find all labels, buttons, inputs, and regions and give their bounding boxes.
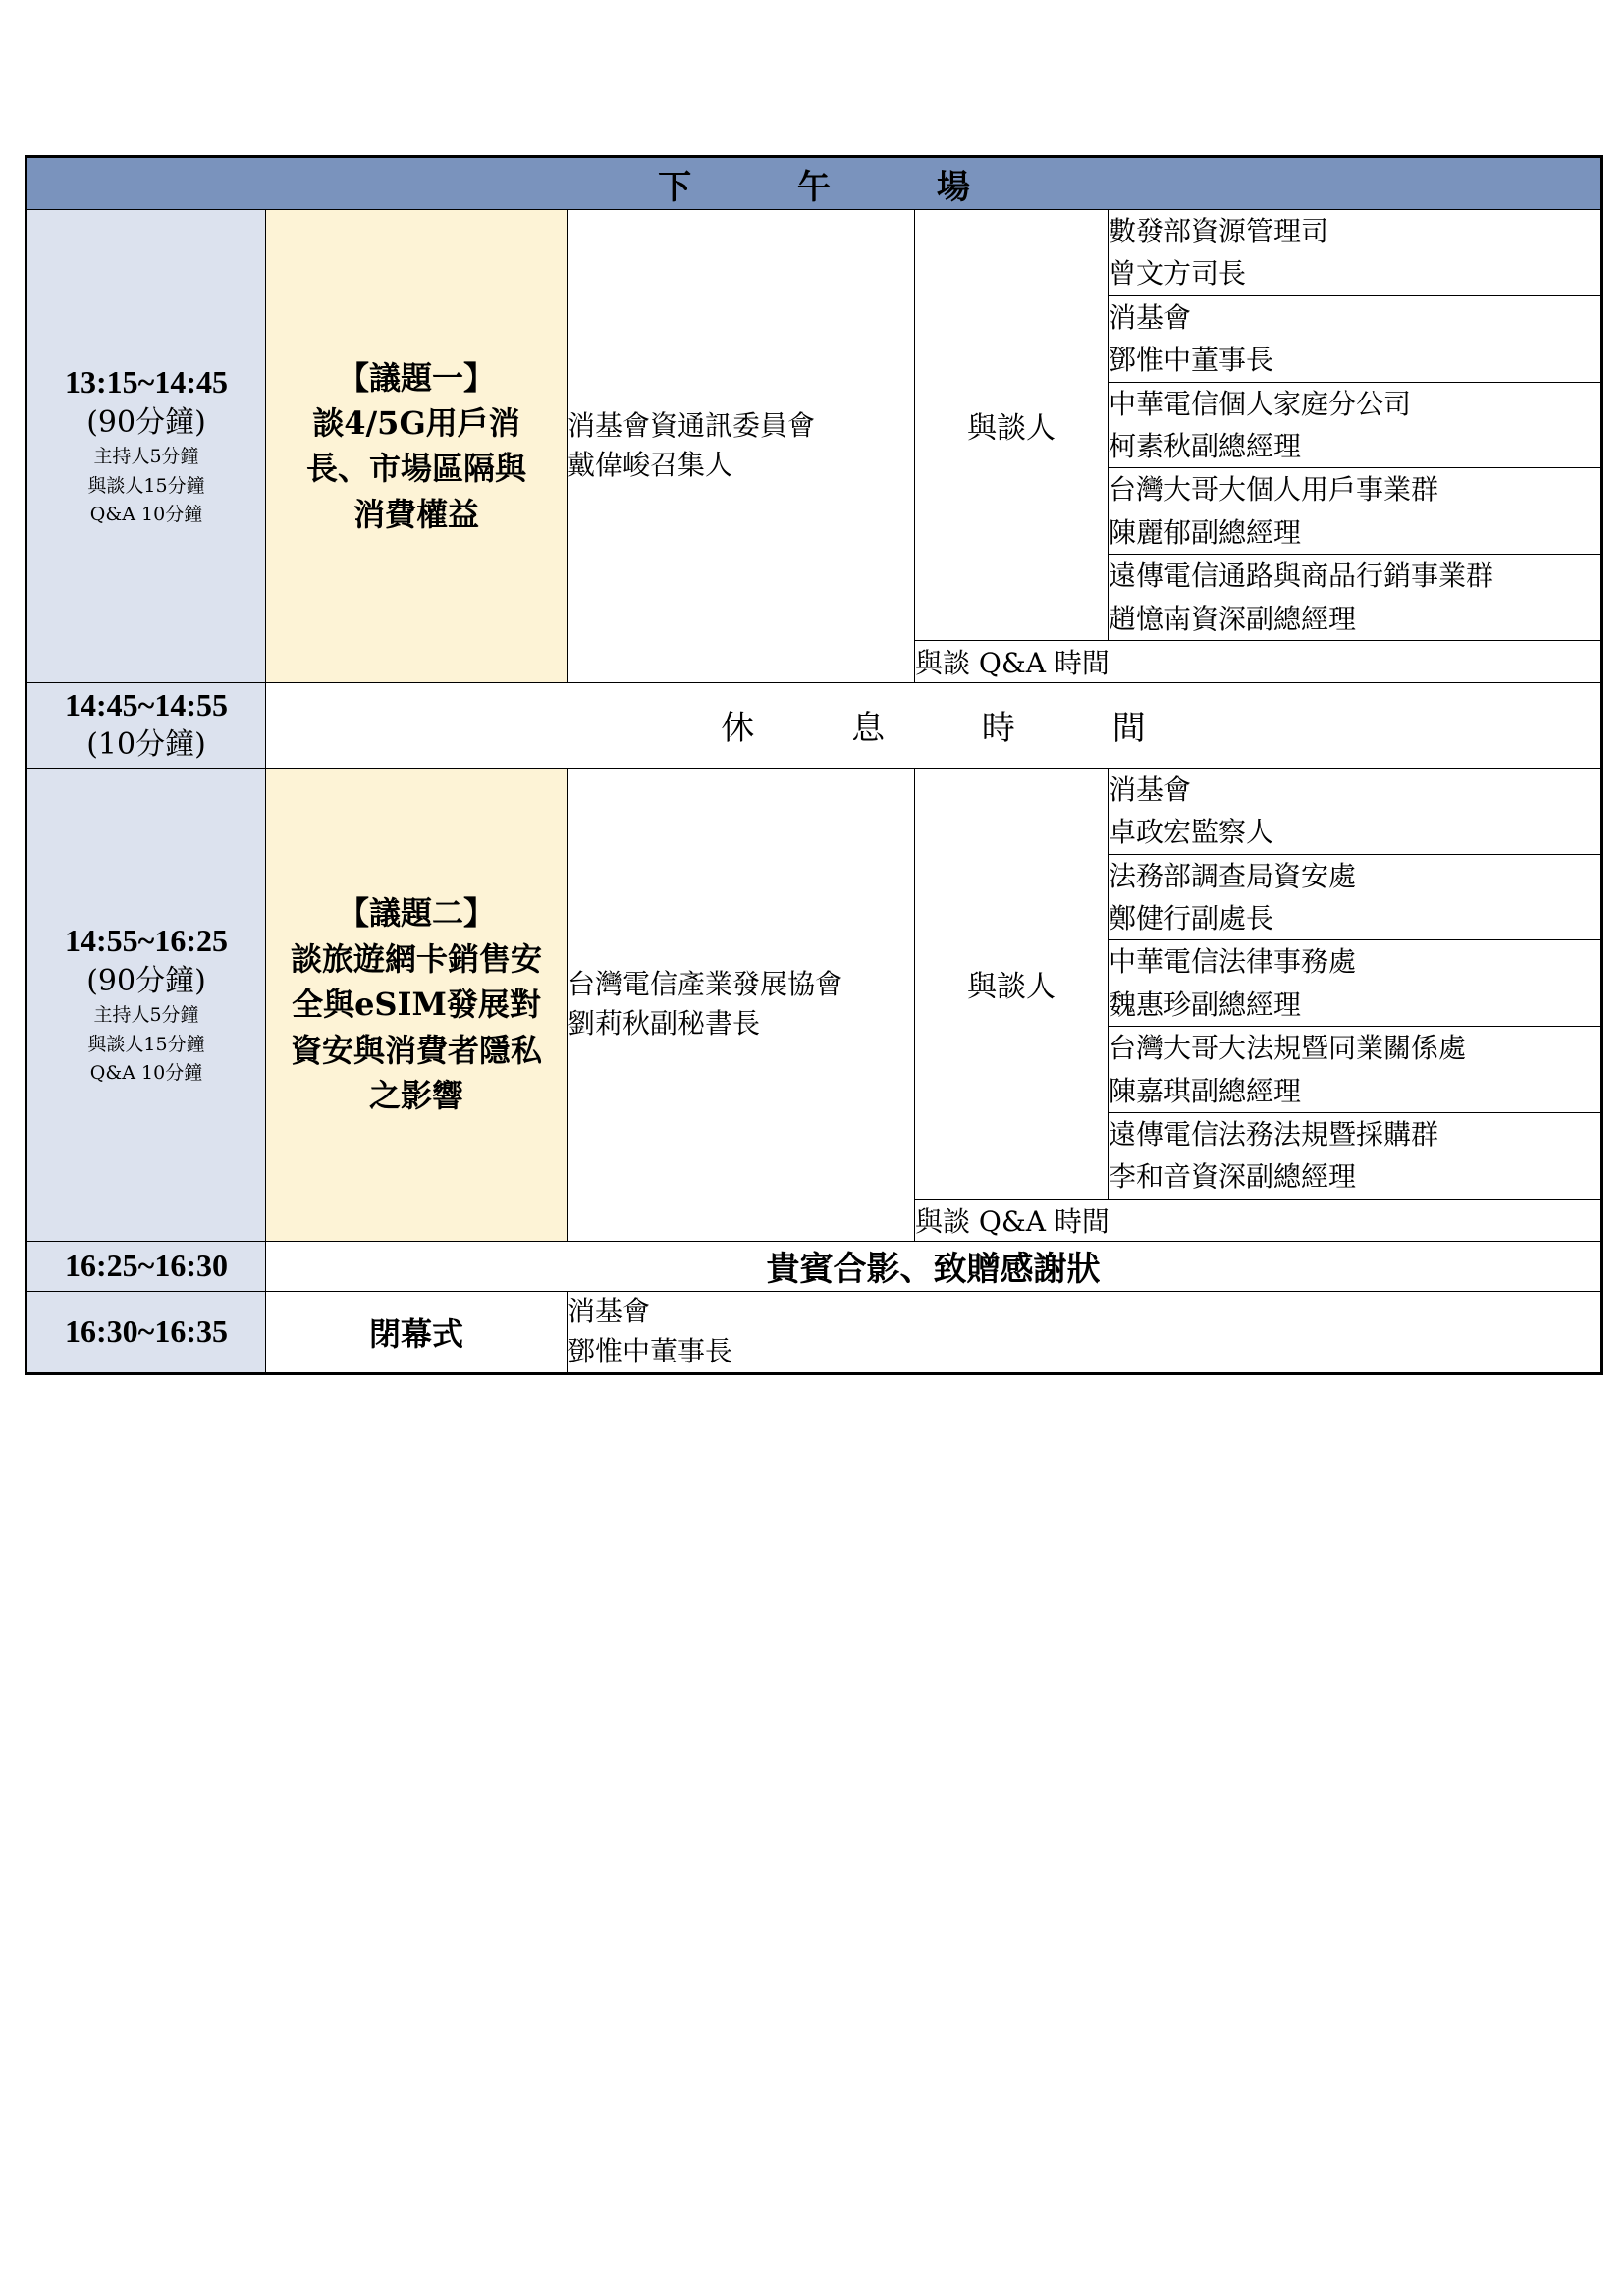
session1-time: 13:15~14:45 <box>65 364 228 400</box>
session1-panelist <box>1109 382 1602 468</box>
break-time: 14:45~14:55 <box>65 686 228 722</box>
topic-line: 之影響 <box>368 1076 463 1114</box>
break-time-cell <box>27 682 266 768</box>
moderator-name: 戴偉峻召集人 <box>568 449 733 482</box>
session2-panelist <box>1109 768 1602 854</box>
session1-time-cell <box>27 210 266 683</box>
moderator-org: 台灣電信產業發展協會 <box>568 967 843 1000</box>
closing-label: 閉幕式 <box>266 1291 568 1373</box>
panelist-name: 趙憶南資深副總經理 <box>1109 602 1357 635</box>
panelist-org: 消基會 <box>1109 773 1192 806</box>
session2-qa: 與談 Q&A 時間 <box>915 1199 1602 1241</box>
panelist-name: 鄭健行副處長 <box>1109 902 1274 935</box>
break-label-cell <box>266 682 1602 768</box>
topic-line: 談旅遊網卡銷售安 <box>290 939 542 978</box>
session2-note: 與談人15分鐘 <box>87 1033 205 1055</box>
panelist-org: 消基會 <box>1109 300 1192 334</box>
topic-line: 消費權益 <box>352 495 479 533</box>
panelist-name: 陳麗郁副總經理 <box>1109 515 1302 549</box>
session1-topic <box>266 210 568 683</box>
panelist-org: 遠傳電信法務法規暨採購群 <box>1109 1118 1439 1151</box>
afternoon-session-header <box>27 157 1602 210</box>
panelist-name: 卓政宏監察人 <box>1109 816 1274 849</box>
panelist-name: 李和音資深副總經理 <box>1109 1160 1357 1194</box>
session1-role: 與談人 <box>915 210 1109 641</box>
session1-qa: 與談 Q&A 時間 <box>915 640 1602 682</box>
session1-panelist <box>1109 555 1602 641</box>
header-title: 下 午 場 <box>658 167 1017 207</box>
closing-row <box>27 1291 1602 1373</box>
session2-topic <box>266 768 568 1241</box>
session1-panelist <box>1109 295 1602 382</box>
session2-moderator <box>568 768 915 1241</box>
session2-note: 主持人5分鐘 <box>93 1004 199 1027</box>
topic-line: 【議題一】 <box>337 358 495 397</box>
panelist-name: 曾文方司長 <box>1109 257 1247 291</box>
session2-note: Q&A 10分鐘 <box>89 1062 203 1085</box>
session1-note: 與談人15分鐘 <box>87 474 205 497</box>
topic-line: 資安與消費者隱私 <box>290 1031 542 1069</box>
photo-row <box>27 1241 1602 1291</box>
topic-line: 長、市場區隔與 <box>305 450 526 488</box>
session1-duration: (90分鐘) <box>86 404 206 440</box>
closing-host-org: 消基會 <box>568 1295 651 1328</box>
session2-time-cell <box>27 768 266 1241</box>
closing-host-name: 鄧惟中董事長 <box>568 1334 733 1367</box>
panelist-org: 法務部調查局資安處 <box>1109 859 1357 892</box>
break-row <box>27 682 1602 768</box>
photo-time-cell <box>27 1241 266 1291</box>
closing-time: 16:30~16:35 <box>65 1313 228 1350</box>
closing-time-cell <box>27 1291 266 1373</box>
session2-role: 與談人 <box>915 768 1109 1199</box>
panelist-org: 遠傳電信通路與商品行銷事業群 <box>1109 560 1494 593</box>
panelist-org: 中華電信法律事務處 <box>1109 945 1357 979</box>
session2-panelist <box>1109 1113 1602 1200</box>
panelist-org: 台灣大哥大個人用戶事業群 <box>1109 473 1439 507</box>
closing-host <box>568 1291 1602 1373</box>
break-label: 休 息 時 間 <box>721 709 1189 749</box>
panelist-org: 台灣大哥大法規暨同業關係處 <box>1109 1032 1467 1065</box>
session2-panelist <box>1109 1027 1602 1113</box>
session1-panelist <box>1109 210 1602 296</box>
topic-line: 談4/5G用戶消 <box>312 404 520 443</box>
panelist-org: 中華電信個人家庭分公司 <box>1109 387 1412 420</box>
photo-label: 貴賓合影、致贈感謝狀 <box>266 1241 1602 1291</box>
session2-panelist <box>1109 940 1602 1027</box>
panelist-name: 魏惠珍副總經理 <box>1109 988 1302 1021</box>
session2-row <box>27 768 1602 854</box>
topic-line: 全與eSIM發展對 <box>292 986 541 1024</box>
session2-time: 14:55~16:25 <box>65 923 228 959</box>
panelist-org: 數發部資源管理司 <box>1109 215 1329 247</box>
moderator-name: 劉莉秋副秘書長 <box>568 1007 761 1041</box>
session1-moderator <box>568 210 915 683</box>
moderator-org: 消基會資通訊委員會 <box>568 408 816 442</box>
panelist-name: 鄧惟中董事長 <box>1109 344 1274 377</box>
panelist-name: 柯素秋副總經理 <box>1109 429 1302 462</box>
photo-time: 16:25~16:30 <box>65 1248 228 1284</box>
session1-panelist <box>1109 468 1602 555</box>
schedule-table <box>25 155 1603 1375</box>
session2-duration: (90分鐘) <box>86 963 206 998</box>
session1-note: 主持人5分鐘 <box>93 446 199 468</box>
header-row <box>27 157 1602 210</box>
session1-note: Q&A 10分鐘 <box>89 504 203 526</box>
session1-row <box>27 210 1602 296</box>
break-duration: (10分鐘) <box>86 727 206 763</box>
session2-panelist <box>1109 854 1602 940</box>
panelist-name: 陳嘉琪副總經理 <box>1109 1074 1302 1107</box>
topic-line: 【議題二】 <box>337 894 495 933</box>
